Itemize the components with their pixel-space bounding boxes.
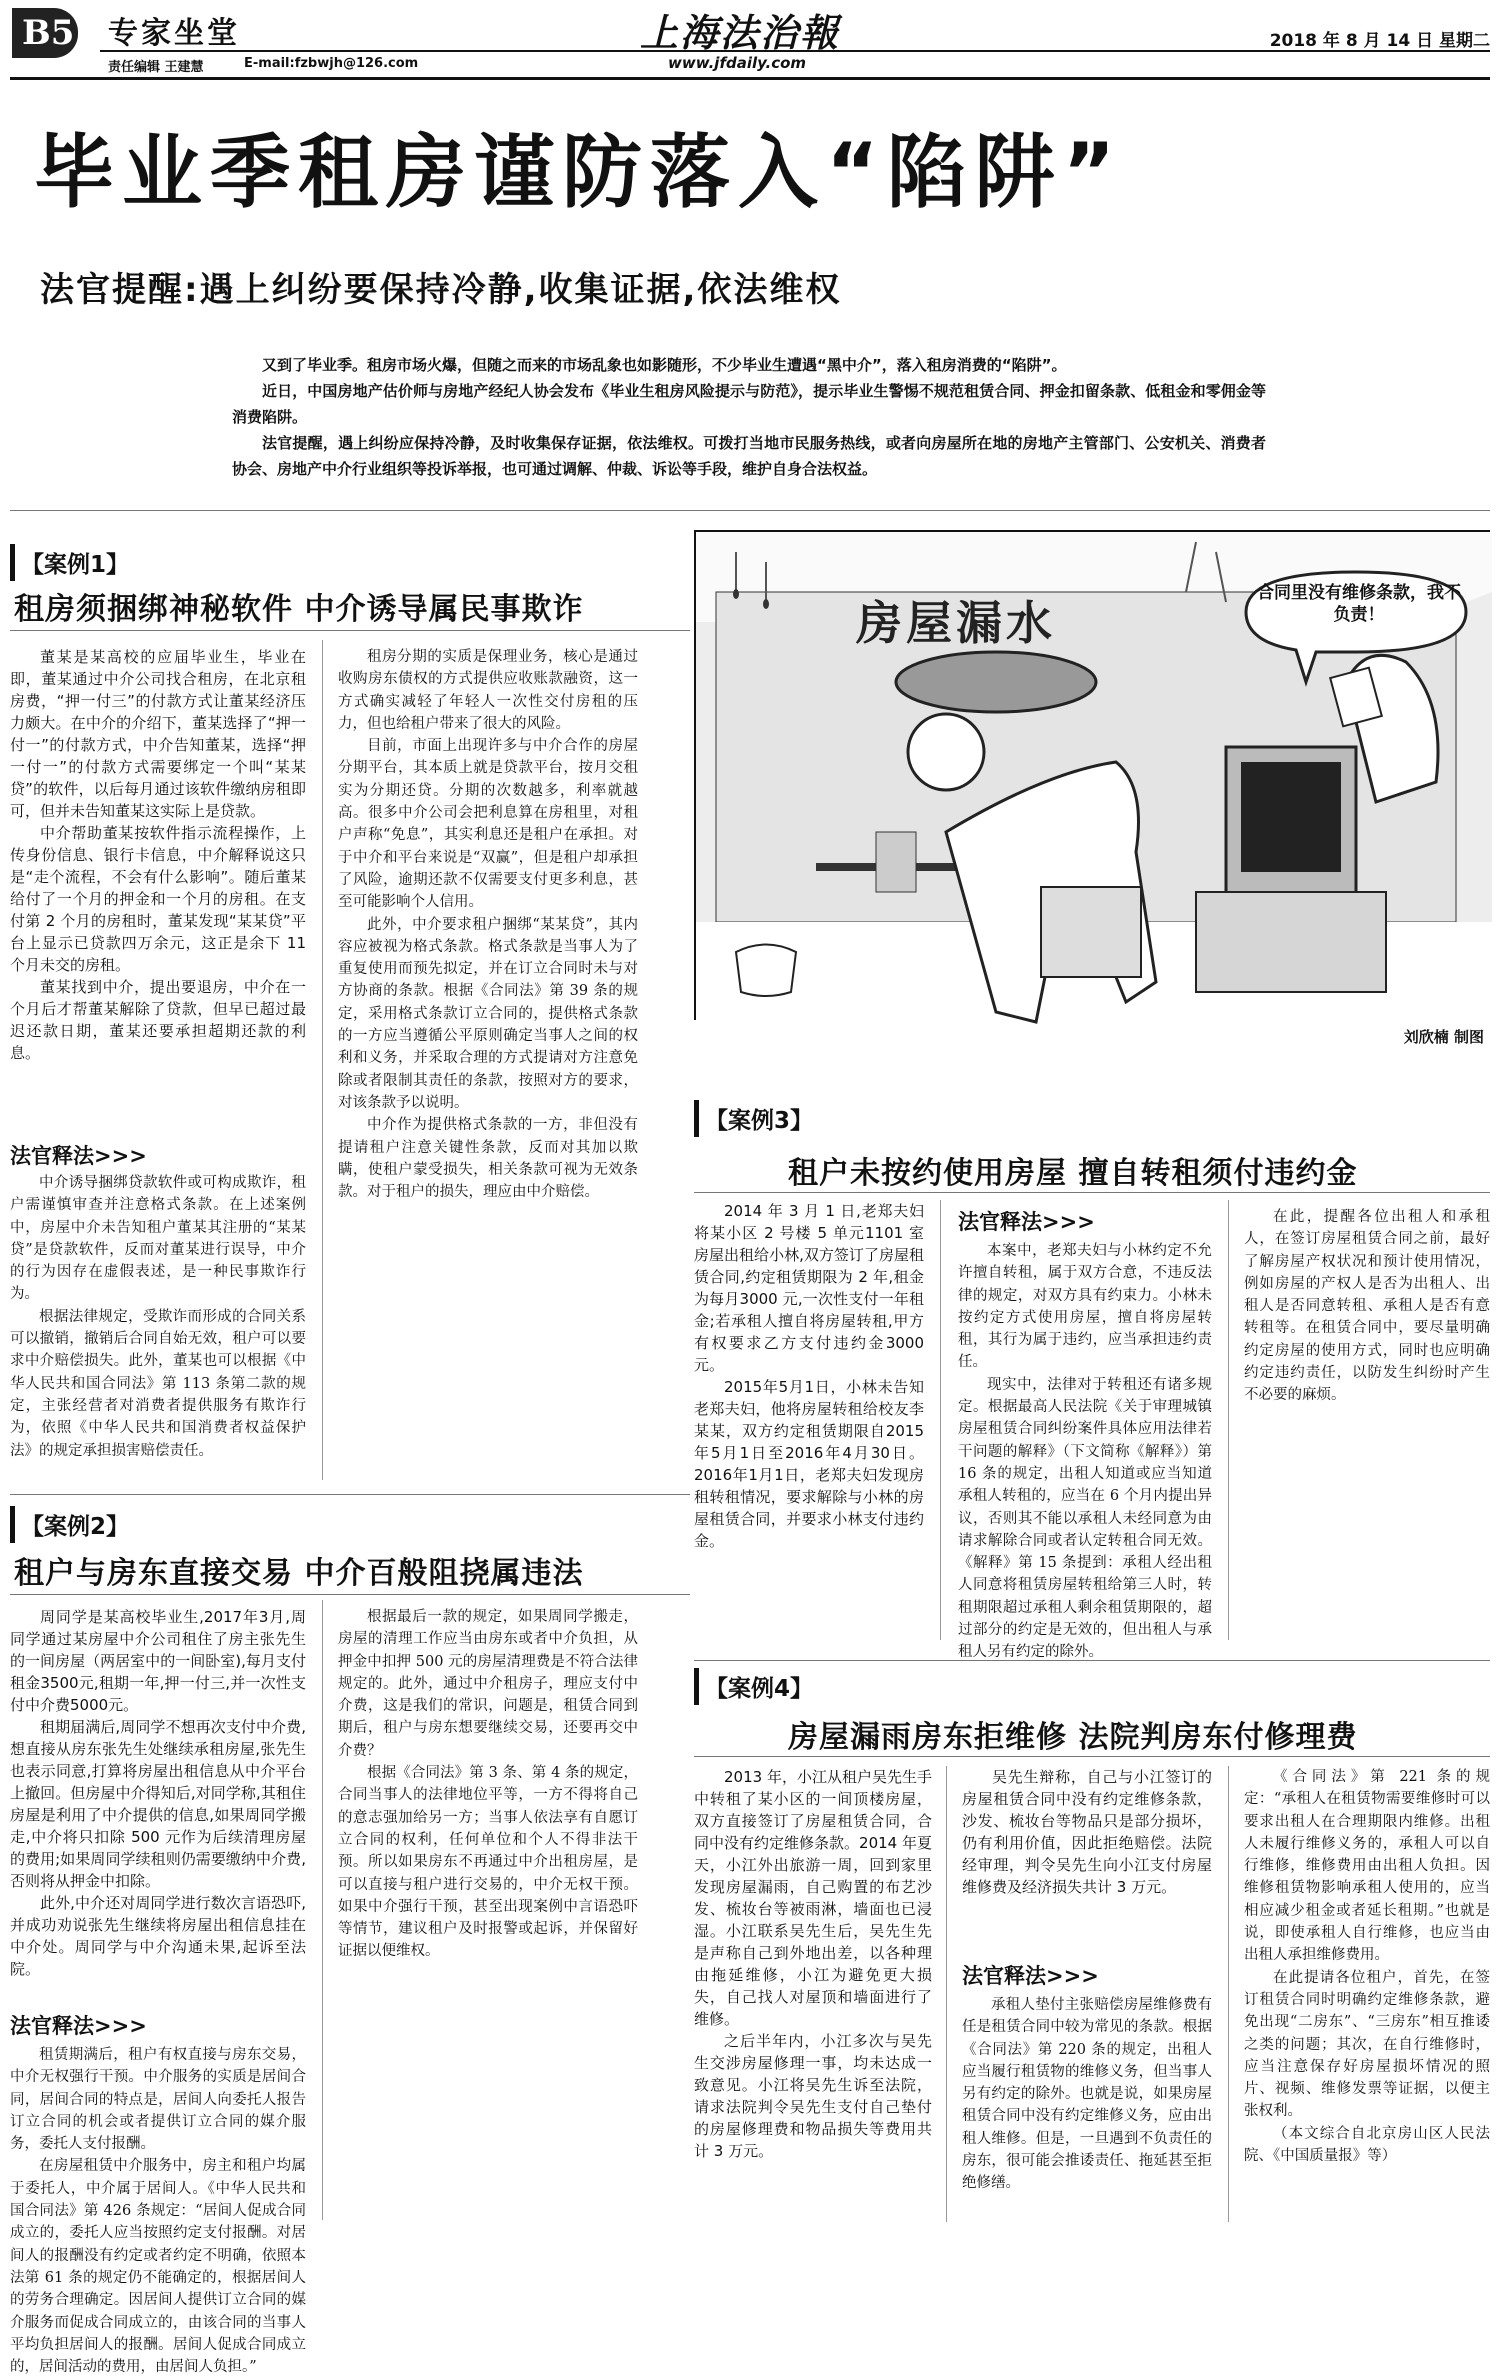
fact-para: 2015年5月1日，小林未告知老郑夫妇，他将房屋转租给校友李某某，双方约定租赁期限自2015年5月1日至2016年4月30日。2016年1月1日，老郑夫妇发现房租转租情况，要求解除与小林的房屋租赁合同，并要求小林支付违约金。 bbox=[694, 1378, 924, 1550]
cartoon-credit: 刘欣楠 制图 bbox=[1403, 1028, 1484, 1046]
fact-para: 中介帮助董某按软件指示流程操作，上传身份信息、银行卡信息，中介解释说这只是“走个流程，不会有什么影响”。随后董某给付了一个月的押金和一个月的房租。在支付第 2 个月的房租时，董某发现“某某贷”平台上显示已贷款四万余元，这正是余下 11 个月未交的房租。 bbox=[10, 824, 306, 974]
law-para: 中介作为提供格式条款的一方，非但没有提请租户注意关键性条款，反而对其加以欺瞒，使租户蒙受损失，相关条款可视为无效条款。对于租户的损失，理应由中介赔偿。 bbox=[338, 1117, 638, 1201]
intro-para: 法官提醒，遇上纠纷应保持冷静，及时收集保存证据，依法维权。可拨打当地市民服务热线，或者向房屋所在地的房地产主管部门、公安机关、消费者协会、房地产中介行业组织等投诉举报，也可通过调解、仲裁、诉讼等手段，维护自身合法权益。 bbox=[232, 434, 1266, 478]
law-para: 租房分期的实质是保理业务，核心是通过收购房东债权的方式提供应收账款融资，这一方式确实减轻了年轻人一次性交付房租的压力，但也给租户带来了很大的风险。 bbox=[338, 649, 638, 732]
fact-para: 此外,中介还对周同学进行数次言语恐吓,并成功劝说张先生继续将房屋出租信息挂在中介处。周同学与中介沟通未果,起诉至法院。 bbox=[10, 1894, 306, 1978]
law-para: 根据法律规定，受欺诈而形成的合同关系可以撤销，撤销后合同自始无效，租户可以要求中介赔偿损失。此外，董某也可以根据《中华人民共和国合同法》第 113 条第二款的规定，主张经营者对消费者提供服务有欺诈行为，依照《中华人民共和国消费者权益保护法》的规定承担损害赔偿责任。 bbox=[10, 1308, 306, 1459]
law-para: 在此提请各位租户，首先，在签订租赁合同时明确约定维修条款，避免出现“二房东”、“三房东”相互推诿之类的问题；其次，在自行维修时，应当注意保存好房屋损坏情况的照片、视频、维修发票等证据，以便主张权利。 bbox=[1244, 1969, 1490, 2120]
law-label: 法官释法>>> bbox=[10, 2014, 147, 2038]
editor-line: 责任编辑 王建慧 bbox=[108, 60, 204, 75]
fact-para: 董某是某高校的应届毕业生，毕业在即，董某通过中介公司找合租房，在北京租房费，“押一付三”的付款方式让董某经济压力颇大。在中介的介绍下，董某选择了“押一付一”的付款方式，中介告知董某，选择“押一付一”的付款方式需要绑定一个叫“某某贷”的软件，以后每月通过该软件缴纳房租即可，但并未告知董某这实际上是贷款。 bbox=[10, 648, 306, 820]
fact-para: 之后半年内，小江多次与吴先生交涉房屋修理一事，均未达成一致意见。小江将吴先生诉至法院，请求法院判令吴先生支付自己垫付的房屋修理费和物品损失等费用共计 3 万元。 bbox=[694, 2032, 932, 2160]
case-facts bbox=[694, 1766, 932, 2224]
case-title: 房屋漏雨房东拒维修 法院判房东付修理费 bbox=[788, 1720, 1358, 1755]
law-para: 在房屋租赁中介服务中，房主和租户均属于委托人，中介属于居间人。《中华人民共和国合同法》第 426 条规定：“居间人促成合同成立的，委托人应当按照约定支付报酬。对居间人的报酬没有约定或者约定不明确，依照本法第 61 条的规定仍不能确定的，根据居间人的劳务合理确定。因居间人提供订立合同的媒介服务而促成合同成立的，由该合同的当事人平均负担居间人的报酬。居间人促成合同成立的，居间活动的费用，由居间人负担。” bbox=[10, 2158, 306, 2376]
cartoon-frame bbox=[694, 530, 1490, 1020]
intro-para: 近日，中国房地产估价师与房地产经纪人协会发布《毕业生租房风险提示与防范》，提示毕业生警惕不规范租赁合同、押金扣留条款、低租金和零佣金等消费陷阱。 bbox=[232, 382, 1266, 426]
law-label: 法官释法>>> bbox=[962, 1964, 1099, 1988]
intro-block bbox=[232, 352, 1266, 482]
case-law bbox=[962, 1994, 1212, 2224]
fact-para: 吴先生辩称，自己与小江签订的房屋租赁合同中没有约定维修条款，沙发、梳妆台等物品只是部分损坏，仍有利用价值，因此拒绝赔偿。法院经审理，判令吴先生向小江支付房屋维修费及经济损失共计 3 万元。 bbox=[962, 1768, 1212, 1896]
case-title: 租房须捆绑神秘软件 中介诱导属民事欺诈 bbox=[14, 592, 584, 627]
law-para: 根据《合同法》第 3 条、第 4 条的规定，合同当事人的法律地位平等，一方不得将自己的意志强加给另一方；当事人依法享有自愿订立合同的权利，任何单位和个人不得非法干预。所以如果房东不再通过中介出租房屋，是可以直接与租户进行交易的，中介无权干预。如果中介强行干预，甚至出现案例中言语恐吓等情节，建议租户及时报警或起诉，并保留好证据以便维权。 bbox=[338, 1765, 638, 1960]
case-facts bbox=[10, 646, 306, 1064]
case-tag: 【案例4】 bbox=[694, 1668, 813, 1705]
law-para: 现实中，法律对于转租还有诸多规定。根据最高人民法院《关于审理城镇房屋租赁合同纠纷案件具体应用法律若干问题的解释》（下文简称《解释》）第 16 条的规定，出租人知道或应当知道承租人转租的，应当在 6 个月内提出异议，否则其不能以承租人未经同意为由请求解除合同或者认定转租合同无效。《解释》第 15 条提到：承租人经出租人同意将租赁房屋转租给第三人时，转租期限超过承租人剩余租赁期限的，超过部分的约定是无效的，但出租人与承租人另有约定的除外。 bbox=[958, 1376, 1212, 1661]
issue-date: 2018 年 8 月 14 日 星期二 bbox=[1269, 31, 1490, 51]
case-law bbox=[10, 2044, 306, 2376]
case-law-cont bbox=[338, 646, 638, 1492]
law-para: 此外，中介要求租户捆绑“某某贷”，其内容应被视为格式条款。格式条款是当事人为了重复使用而预先拟定，并在订立合同时未与对方协商的条款。根据《合同法》第 39 条的规定，采用格式条款订立合同的，提供格式条款的一方应当遵循公平原则确定当事人之间的权利和义务，并采取合理的方式提请对方注意免除或者限制其责任的条款，按照对方的要求，对该条款予以说明。 bbox=[338, 916, 638, 1111]
fact-para: 董某找到中介，提出要退房，中介在一个月后才帮董某解除了贷款，但早已超过最迟还款日期，董某还要承担超期还款的利息。 bbox=[10, 978, 306, 1062]
case-facts bbox=[10, 1606, 306, 1980]
law-para: 中介诱导捆绑贷款软件或可构成欺诈，租户需谨慎审查并注意格式条款。在上述案例中，房屋中介未告知租户董某其注册的“某某贷”是贷款软件，反而对董某进行误导，中介的行为因存在虚假表述，是一种民事欺诈行为。 bbox=[10, 1175, 306, 1303]
headline: 毕业季租房谨防落入“陷阱” bbox=[34, 126, 1124, 219]
newspaper-logo: 上海法治報 bbox=[640, 10, 841, 55]
page-badge: B5 bbox=[12, 8, 78, 58]
intro-para: 又到了毕业季。租房市场火爆，但随之而来的市场乱象也如影随形，不少毕业生遭遇“黑中介”，落入租房消费的“陷阱”。 bbox=[262, 356, 1067, 374]
case-title: 租户与房东直接交易 中介百般阻挠属违法 bbox=[14, 1556, 584, 1591]
law-para: 根据最后一款的规定，如果周同学搬走，房屋的清理工作应当由房东或者中介负担，从押金中扣押 500 元的房屋清理费是不符合法律规定的。此外，通过中介租房子，理应支付中介费，这是我们的常识，问题是，租赁合同到期后，租户与房东想要继续交易，还要再交中介费？ bbox=[338, 1609, 638, 1759]
case-law-cont bbox=[338, 1606, 638, 2222]
law-label: 法官释法>>> bbox=[10, 1144, 147, 1168]
case-title: 租户未按约使用房屋 擅自转租须付违约金 bbox=[788, 1156, 1358, 1191]
case-tag: 【案例1】 bbox=[10, 544, 129, 581]
case-law-cont bbox=[1244, 1206, 1490, 1640]
law-para: 目前，市面上出现许多与中介合作的房屋分期平台，其本质上就是贷款平台，按月交租实为分期还贷。分期的次数越多，利率就越高。很多中介公司会把利息算在房租里，对租户声称“免息”，其实利息还是租户在承担。对于中介和平台来说是“双赢”，但是租户却承担了风险，逾期还款不仅需要支付更多利息，甚至可能影响个人信用。 bbox=[338, 738, 638, 911]
law-para: 本案中，老郑夫妇与小林约定不允许擅自转租，属于双方合意，不违反法律的规定，对双方具有约束力。小林未按约定方式使用房屋，擅自将房屋转租，其行为属于违约，应当承担违约责任。 bbox=[958, 1243, 1212, 1371]
case-law bbox=[10, 1172, 306, 1472]
law-para: 租赁期满后，租户有权直接与房东交易，中介无权强行干预。中介服务的实质是居间合同，居间合同的特点是，居间人向委托人报告订立合同的机会或者提供订立合同的媒介服务，委托人支付报酬。 bbox=[10, 2047, 306, 2153]
law-para: 《合同法》第 221 条的规定：“承租人在租赁物需要维修时可以要求出租人在合理期限内维修。出租人未履行维修义务的，承租人可以自行维修，维修费用由出租人负担。因维修租赁物影响承租人使用的，应当相应减少租金或者延长租期。”也就是说，即使承租人自行维修，也应当由出租人承担维修费用。 bbox=[1244, 1769, 1490, 1964]
website: www.jfdaily.com bbox=[668, 54, 807, 72]
case-tag: 【案例3】 bbox=[694, 1100, 813, 1137]
case-law-cont bbox=[1244, 1766, 1490, 2224]
law-para: （本文综合自北京房山区人民法院、《中国质量报》等） bbox=[1244, 2125, 1490, 2165]
fact-para: 2013 年，小江从租户吴先生手中转租了某小区的一间顶楼房屋，双方直接签订了房屋租赁合同，合同中没有约定维修条款。2014 年夏天，小江外出旅游一周，回到家里发现房屋漏雨，自己购置的布艺沙发、梳妆台等被雨淋，墙面也已浸湿。小江联系吴先生后，吴先生先是声称自己到外地出差，以各种理由拖延维修，小江为避免更大损失，自己找人对屋顶和墙面进行了维修。 bbox=[694, 1768, 932, 2028]
law-para: 承租人垫付主张赔偿房屋维修费有任是租赁合同中较为常见的条款。根据《合同法》第 220 条的规定，出租人应当履行租赁物的维修义务，但当事人另有约定的除外。也就是说，如果房屋租赁合同中没有约定维修义务，应由出租人维修。但是，一旦遇到不负责任的房东，很可能会推诿责任、拖延甚至拒绝修缮。 bbox=[962, 1997, 1212, 2192]
fact-para: 租期届满后,周同学不想再次支付中介费,想直接从房东张先生处继续承租房屋,张先生也表示同意,打算将房屋出租信息从中介平台上撤回。但房屋中介得知后,对同学称,其租住房屋是利用了中介提供的信息,如果周同学搬走,中介将只扣除 500 元作为后续清理房屋的费用;如果周同学续租则仍需要缴纳中介费,否则将从押金中扣除。 bbox=[10, 1718, 306, 1890]
fact-para: 周同学是某高校毕业生,2017年3月,周同学通过某房屋中介公司租住了房主张先生的一间房屋（两居室中的一间卧室),每月支付租金3500元,租期一年,押一付三,并一次性支付中介费5000元。 bbox=[10, 1608, 306, 1714]
case-facts-cont bbox=[962, 1766, 1212, 1898]
cartoon-title: 房屋漏水 bbox=[856, 596, 1056, 650]
case-facts bbox=[694, 1200, 924, 1552]
law-para: 在此，提醒各位出租人和承租人，在签订房屋租赁合同之前，最好了解房屋产权状况和预计使用情况，例如房屋的产权人是否为出租人、出租人是否同意转租、承租人是否有意转租等。在租赁合同中，要尽量明确约定房屋的使用方式，同时也应明确约定违约责任，以防发生纠纷时产生不必要的麻烦。 bbox=[1244, 1209, 1490, 1404]
law-label: 法官释法>>> bbox=[958, 1210, 1095, 1234]
case-tag: 【案例2】 bbox=[10, 1506, 129, 1543]
cartoon-bubble: 合同里没有维修条款，我不负责！ bbox=[1257, 583, 1461, 625]
fact-para: 2014 年 3 月 1 日,老郑夫妇将某小区 2 号楼 5 单元1101 室房屋出租给小林,双方签订了房屋租赁合同,约定租赁期限为 2 年,租金为每月3000 元,一次性支付一年租金;若承租人擅自将房屋转租,甲方有权要求乙方支付违约金3000 元。 bbox=[694, 1202, 924, 1374]
case-law bbox=[958, 1240, 1212, 1661]
section-name: 专家坐堂 bbox=[108, 16, 240, 51]
subheadline: 法官提醒:遇上纠纷要保持冷静,收集证据,依法维权 bbox=[40, 270, 842, 310]
editor-email: E-mail:fzbwjh@126.com bbox=[244, 56, 419, 71]
